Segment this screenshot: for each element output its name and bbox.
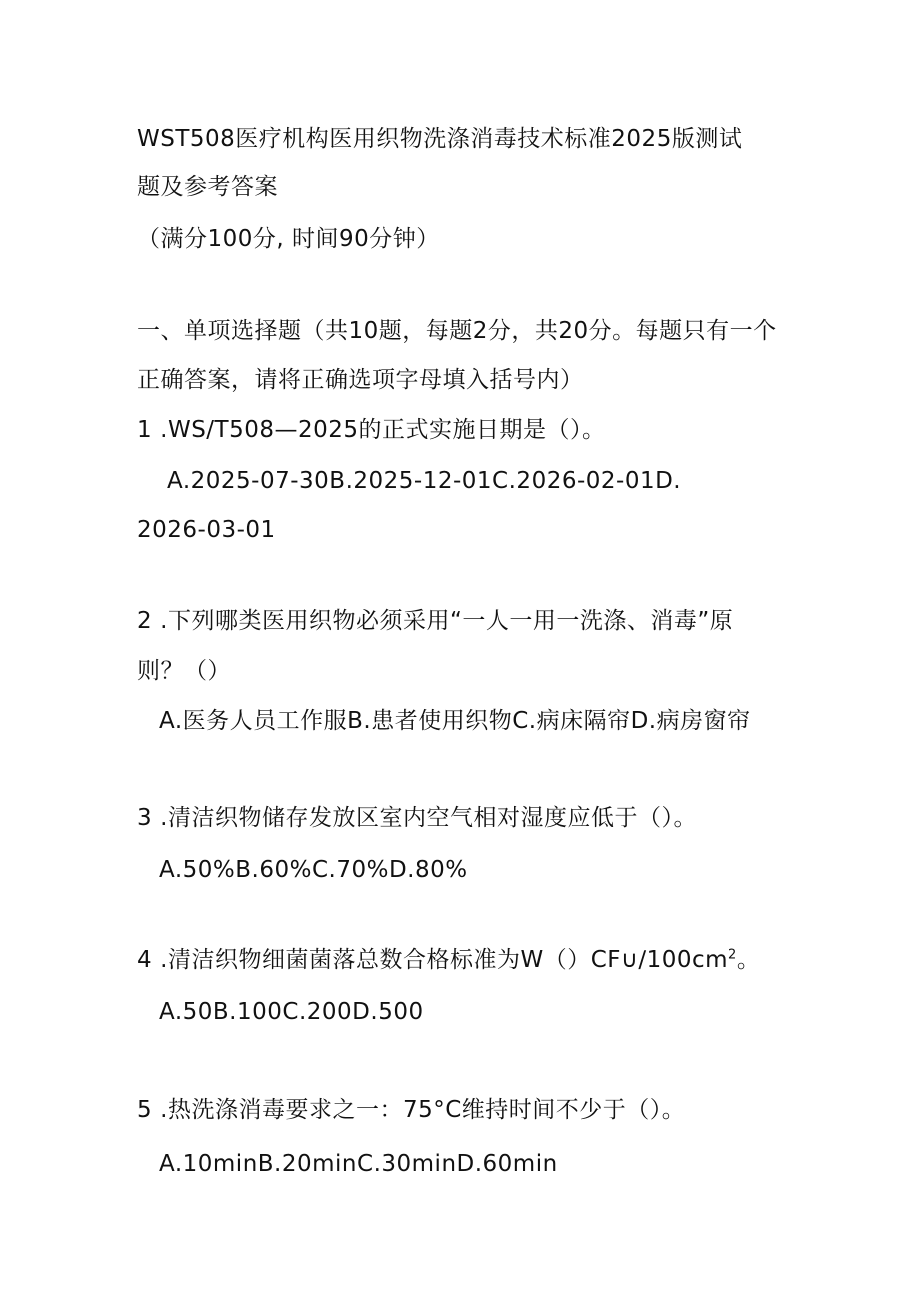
question-2-stem — [137, 606, 733, 636]
question-number: 4 — [137, 947, 153, 973]
section-heading-line-2: 正确答案，请将正确选项字母填入括号内） — [137, 367, 584, 393]
question-text: .热洗涤消毒要求之一：75°C维持时间不少于（）。 — [160, 1097, 686, 1123]
question-3-stem — [137, 803, 697, 833]
question-2-stem-line-2: 则？（） — [137, 658, 231, 684]
question-text: .清洁织物细菌菌落总数合格标准为W（）CF∪∕100cm — [160, 947, 729, 973]
section-heading-line-1: 一、单项选择题（共10题，每题2分，共20分。每题只有一个 — [137, 318, 777, 344]
question-3-options: A.50%B.60%C.70%D.80% — [159, 857, 468, 883]
document-title-line-2: 题及参考答案 — [137, 174, 278, 200]
question-text-end: 。 — [736, 947, 761, 973]
question-5-options: A.10minB.20minC.30minD.60min — [159, 1151, 558, 1177]
question-text: .下列哪类医用织物必须采用“一人一用一洗涤、消毒”原 — [160, 608, 734, 634]
question-text: .清洁织物储存发放区室内空气相对湿度应低于（）。 — [160, 805, 697, 831]
exam-meta: （满分100分, 时间90分钟） — [137, 226, 440, 252]
question-1-options-line-2: 2026-03-01 — [137, 517, 276, 543]
superscript-2: 2 — [728, 947, 737, 963]
question-2-options: A.医务人员工作服B.患者使用织物C.病床隔帘D.病房窗帘 — [159, 708, 751, 734]
question-text: .WS/T508—2025的正式实施日期是（）。 — [160, 417, 606, 443]
document-title-line-1: WST508医疗机构医用织物洗涤消毒技术标准2025版测试 — [137, 126, 743, 152]
question-number: 1 — [137, 417, 153, 443]
question-number: 2 — [137, 608, 153, 634]
question-1-stem — [137, 415, 606, 445]
question-4-options: A.50B.100C.200D.500 — [159, 999, 424, 1025]
question-4-stem — [137, 945, 760, 975]
question-5-stem — [137, 1095, 685, 1125]
question-number: 3 — [137, 805, 153, 831]
question-1-options-line-1: A.2025-07-30B.2025-12-01C.2026-02-01D. — [167, 468, 682, 494]
question-number: 5 — [137, 1097, 153, 1123]
